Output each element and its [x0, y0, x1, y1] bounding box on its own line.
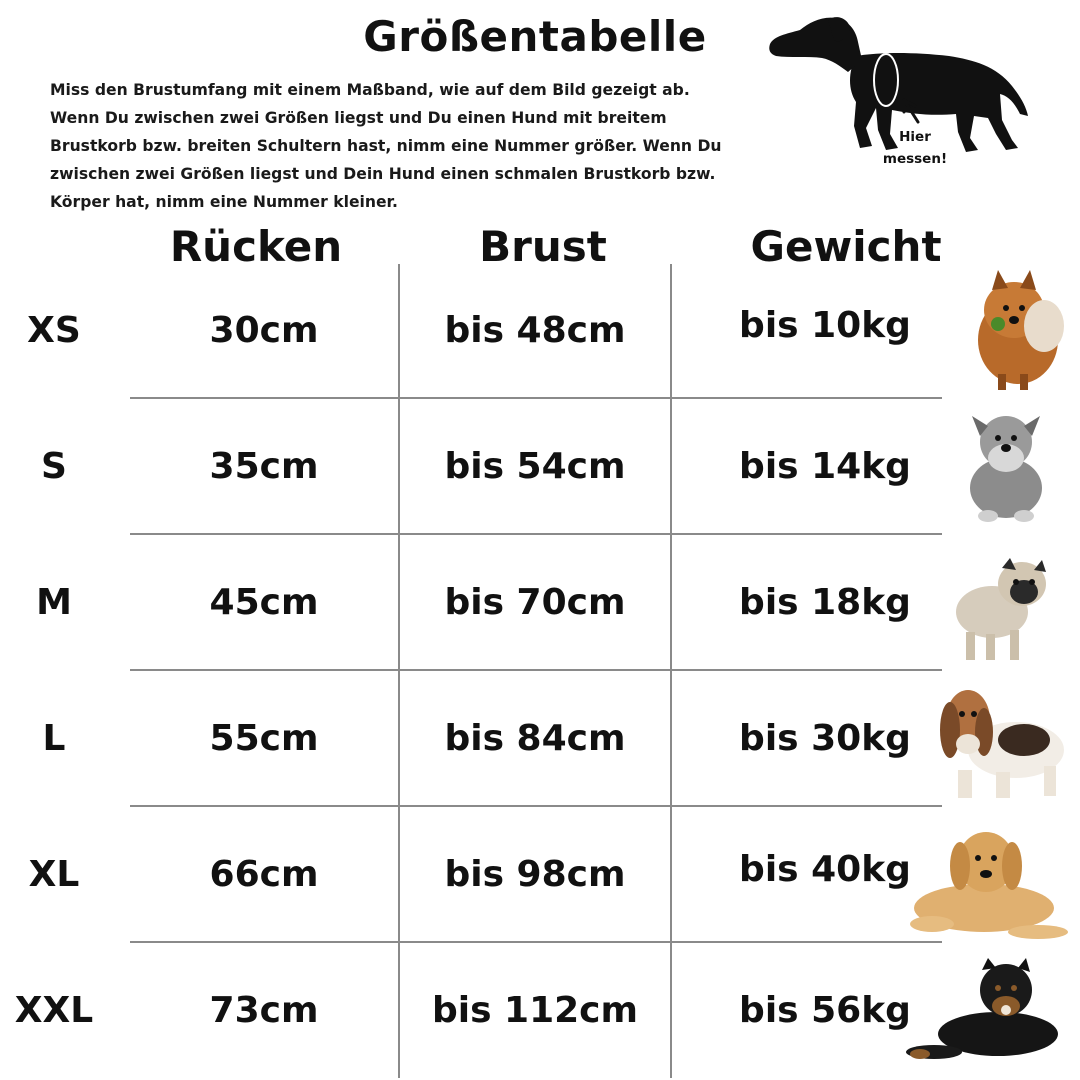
size-label: XXL [14, 989, 94, 1031]
weight-value: bis 40kg [739, 848, 911, 890]
size-label: S [41, 445, 67, 487]
table-row [0, 806, 1080, 942]
table-row [0, 670, 1080, 806]
rottweiler-photo [904, 954, 1064, 1066]
weight-value: bis 18kg [739, 581, 911, 623]
instruction-line: Wenn Du zwischen zwei Größen liegst und Du einen Hund mit breitem [50, 109, 667, 127]
schnauzer-photo [958, 402, 1054, 528]
back-length-value: 35cm [209, 445, 319, 487]
table-row [0, 398, 1080, 534]
instruction-line: zwischen zwei Größen liegst und Dein Hund einen schmalen Brustkorb bzw. [50, 165, 716, 183]
weight-value: bis 14kg [739, 445, 911, 487]
weight-value: bis 10kg [739, 304, 911, 346]
back-length-value: 30cm [209, 309, 319, 351]
chest-value: bis 48cm [444, 309, 626, 351]
instruction-line: Brustkorb bzw. breiten Schultern hast, nimm eine Nummer größer. Wenn Du [50, 137, 722, 155]
chest-value: bis 70cm [444, 581, 626, 623]
page-title: Größentabelle [363, 12, 707, 61]
instruction-line: Körper hat, nimm eine Nummer kleiner. [50, 193, 398, 211]
table-row [0, 262, 1080, 398]
size-label: M [36, 581, 72, 623]
chest-value: bis 84cm [444, 717, 626, 759]
weight-value: bis 56kg [739, 989, 911, 1031]
back-length-value: 45cm [209, 581, 319, 623]
golden-retriever-photo [908, 820, 1074, 944]
measuring-instructions [50, 76, 810, 216]
pug-photo [952, 554, 1056, 668]
table-row [0, 942, 1080, 1078]
weight-value: bis 30kg [739, 717, 911, 759]
table-row [0, 534, 1080, 670]
back-length-value: 55cm [209, 717, 319, 759]
pomeranian-photo [962, 266, 1066, 394]
chest-value: bis 112cm [431, 989, 639, 1031]
chest-value: bis 98cm [444, 853, 626, 895]
size-label: XL [28, 853, 80, 895]
basset-hound-photo [938, 674, 1068, 806]
measure-here-label: Hier messen! [882, 129, 948, 167]
back-length-value: 73cm [209, 989, 319, 1031]
back-length-value: 66cm [209, 853, 319, 895]
size-label: XS [27, 309, 81, 351]
column-header-back: Rücken [169, 222, 343, 271]
size-label: L [42, 717, 66, 759]
instruction-line: Miss den Brustumfang mit einem Maßband, wie auf dem Bild gezeigt ab. [50, 81, 690, 99]
chest-value: bis 54cm [444, 445, 626, 487]
column-header-chest: Brust [479, 222, 607, 271]
column-header-weight: Gewicht [750, 222, 942, 271]
